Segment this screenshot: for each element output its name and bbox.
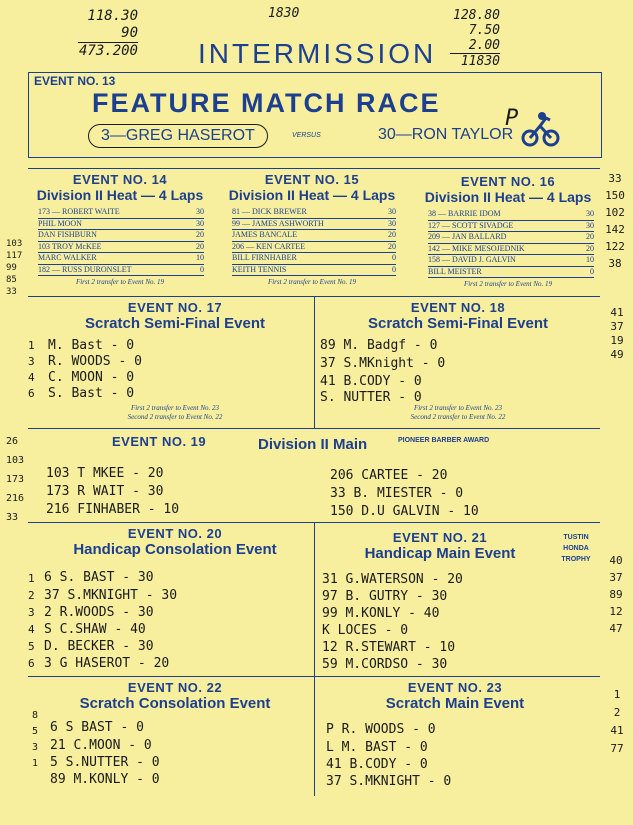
- event-19-left-row: 216 FINHABER - 10: [46, 502, 180, 517]
- event-20-sub: Handicap Consolation Event: [73, 541, 277, 558]
- event-21: [330, 530, 550, 562]
- event-23-row: 41 B.CODY - 0: [326, 757, 428, 772]
- event-14-header: EVENT NO. 14: [72, 172, 168, 187]
- event-18-header: EVENT NO. 18: [410, 300, 506, 315]
- margin-left-heat: 103 117 99 85 33: [6, 239, 23, 297]
- calc-line: 7.50: [468, 23, 500, 38]
- event-21-sub: Handicap Main Event: [364, 545, 516, 562]
- event-16-header: EVENT NO. 16: [460, 174, 556, 189]
- event-22-row: 21 C.MOON - 0: [50, 738, 152, 753]
- ev22-divider-mid: [314, 676, 315, 796]
- roster-row: 142 — MIKE MESOJEDNIK 20: [428, 244, 594, 256]
- event-19-right-row: 150 D.U GALVIN - 10: [330, 504, 479, 519]
- event-22-header: EVENT NO. 22: [127, 680, 223, 695]
- event-23-row: P R. WOODS - 0: [326, 722, 436, 737]
- event-19-right-row: 206 CARTEE - 20: [330, 468, 448, 483]
- roster-row: BILL MEISTER 0: [428, 267, 594, 279]
- event-19-left-row: 103 T MKEE - 20: [46, 466, 164, 481]
- roster-row: 173 — ROBERT WAITE 30: [38, 207, 204, 219]
- roster-row: 38 — BARRIE IDOM 30: [428, 209, 594, 221]
- event-21-row: 31 G.WATERSON - 20: [322, 572, 463, 587]
- margin-left-17: 1 3 4 6: [28, 339, 35, 400]
- event-17-row: R. WOODS - 0: [48, 354, 142, 369]
- event-15: [222, 172, 402, 286]
- margin-right-top: 33 150 102 142 122 38: [605, 172, 625, 270]
- event-17-row: S. Bast - 0: [48, 386, 135, 401]
- event-21-row: 99 M.KONLY - 40: [322, 606, 440, 621]
- event-17-sub: Scratch Semi-Final Event: [84, 315, 266, 332]
- roster-row: 182 — RUSS DURONSLET 0: [38, 265, 204, 277]
- roster-row: BILL FIRNHABER 0: [232, 253, 396, 265]
- event-21-trophy: TUSTIN HONDA TROPHY: [561, 534, 591, 563]
- event-19-header: EVENT NO. 19: [112, 434, 207, 449]
- semi-divider-mid: [314, 296, 315, 428]
- event-16-note: First 2 transfer to Event No. 19: [463, 280, 553, 288]
- event-22-sub: Scratch Consolation Event: [79, 695, 271, 712]
- event-20-row: 37 S.MKNIGHT - 30: [44, 588, 178, 603]
- event-21-row: 59 M.CORDSO - 30: [322, 657, 448, 672]
- margin-right-bottom: 1 2 41 77: [610, 688, 624, 755]
- roster-row: JAMES BANCALE 20: [232, 230, 396, 242]
- event-23-header: EVENT NO. 23: [407, 680, 503, 695]
- event-14-roster: [38, 207, 204, 276]
- center-number: 1830: [268, 6, 300, 21]
- roster-row: 99 — JAMES ASHWORTH 30: [232, 219, 396, 231]
- event-21-row: K LOCES - 0: [322, 623, 409, 638]
- event-20: [40, 526, 310, 558]
- event-22-row: 6 S BAST - 0: [50, 720, 144, 735]
- event-21-row: 12 R.STEWART - 10: [322, 640, 456, 655]
- roster-row: 209 — JAN BALLARD 20: [428, 232, 594, 244]
- event-15-header: EVENT NO. 15: [264, 172, 360, 187]
- event-19-left-row: 173 R WAIT - 30: [46, 484, 164, 499]
- event-17-note-2: Second 2 transfer to Event No. 22: [127, 413, 223, 421]
- event-23-row: L M. BAST - 0: [326, 740, 428, 755]
- event-13-mark: P: [505, 106, 519, 131]
- event-15-sub: Division II Heat — 4 Laps: [228, 187, 396, 203]
- roster-row: 158 — DAVID J. GALVIN 10: [428, 255, 594, 267]
- event-23: [320, 680, 590, 712]
- event-23-row: 37 S.MKNIGHT - 0: [326, 774, 452, 789]
- calc-line: 473.200: [78, 43, 138, 59]
- roster-row: PHIL MOON 30: [38, 219, 204, 231]
- event-16-roster: [428, 209, 594, 278]
- event-21-row: 97 B. GUTRY - 30: [322, 589, 448, 604]
- event-18-row: 37 S.MKnight - 0: [320, 356, 446, 371]
- event-14-sub: Division II Heat — 4 Laps: [36, 187, 204, 203]
- calc-line: 118.30: [87, 8, 138, 24]
- event-14: [30, 172, 210, 286]
- calc-line: 11830: [450, 53, 500, 69]
- event-18-row: 41 B.CODY - 0: [320, 374, 422, 389]
- event-17-note-1: First 2 transfer to Event No. 23: [130, 404, 220, 412]
- calc-line: 90: [121, 25, 138, 41]
- page-title: INTERMISSION: [198, 38, 437, 69]
- roster-row: DAN FISHBURN 20: [38, 230, 204, 242]
- event-17: [40, 300, 310, 332]
- roster-row: 127 — SCOTT SIVADGE 30: [428, 221, 594, 233]
- event-20-row: 3 G HASEROT - 20: [44, 656, 170, 671]
- motorcycle-icon: [520, 108, 560, 148]
- ev19-divider-top: [28, 428, 600, 429]
- margin-left-20: 1 2 3 4 5 6: [28, 572, 35, 670]
- margin-left-19: 26 103 173 216 33: [6, 436, 25, 523]
- event-15-note: First 2 transfer to Event No. 19: [267, 278, 357, 286]
- event-20-row: 6 S. BAST - 30: [44, 570, 154, 585]
- event-22: [40, 680, 310, 712]
- calc-line: 128.80: [453, 8, 500, 23]
- event-18: [318, 300, 598, 332]
- event-18-row: 89 M. Badgf - 0: [320, 338, 438, 353]
- event-13-header: EVENT NO. 13: [34, 74, 116, 88]
- event-19-right-row: 33 B. MIESTER - 0: [330, 486, 464, 501]
- event-13-title: FEATURE MATCH RACE: [92, 88, 441, 118]
- event-16-sub: Division II Heat — 4 Laps: [424, 189, 592, 205]
- roster-row: KEITH TENNIS 0: [232, 265, 396, 277]
- event-23-sub: Scratch Main Event: [385, 695, 525, 712]
- roster-row: 206 — KEN CARTEE 20: [232, 242, 396, 254]
- event-19-sub: Division II Main: [258, 436, 368, 453]
- roster-row: 81 — DICK BREWER 30: [232, 207, 396, 219]
- heat-divider-top: [28, 168, 600, 169]
- event-19-award: PIONEER BARBER AWARD: [398, 437, 490, 444]
- margin-right-mid: 41 37 19 49: [610, 306, 624, 361]
- roster-row: 103 TROY McKEE 20: [38, 242, 204, 254]
- event-18-row: S. NUTTER - 0: [320, 390, 422, 405]
- margin-left-22: 8 5 3 1: [32, 710, 39, 769]
- event-13-versus: VERSUS: [292, 132, 321, 139]
- event-14-note: First 2 transfer to Event No. 19: [75, 278, 165, 286]
- event-16: [418, 174, 598, 288]
- event-17-header: EVENT NO. 17: [127, 300, 223, 315]
- event-17-row: C. MOON - 0: [48, 370, 135, 385]
- event-17-row: M. Bast - 0: [48, 338, 135, 353]
- event-20-row: S C.SHAW - 40: [44, 622, 146, 637]
- event-20-row: D. BECKER - 30: [44, 639, 154, 654]
- event-18-sub: Scratch Semi-Final Event: [367, 315, 549, 332]
- calc-line: 2.00: [468, 38, 500, 53]
- right-calc: [450, 8, 500, 69]
- event-15-roster: [232, 207, 396, 276]
- event-20-row: 2 R.WOODS - 30: [44, 605, 154, 620]
- ev20-divider-mid: [314, 522, 315, 676]
- left-calc: [78, 8, 138, 60]
- event-20-header: EVENT NO. 20: [127, 526, 223, 541]
- event-18-note-2: Second 2 transfer to Event No. 22: [410, 413, 506, 421]
- event-22-row: 5 S.NUTTER - 0: [50, 755, 160, 770]
- event-18-note-1: First 2 transfer to Event No. 23: [413, 404, 503, 412]
- roster-row: MARC WALKER 10: [38, 253, 204, 265]
- event-13-left-rider: 3—GREG HASEROT: [88, 124, 268, 148]
- event-22-row: 89 M.KONLY - 0: [50, 772, 160, 787]
- margin-right-low: 40 37 89 12 47: [609, 554, 623, 635]
- event-21-header: EVENT NO. 21: [392, 530, 488, 545]
- event-13-right-rider: 30—RON TAYLOR: [378, 126, 514, 143]
